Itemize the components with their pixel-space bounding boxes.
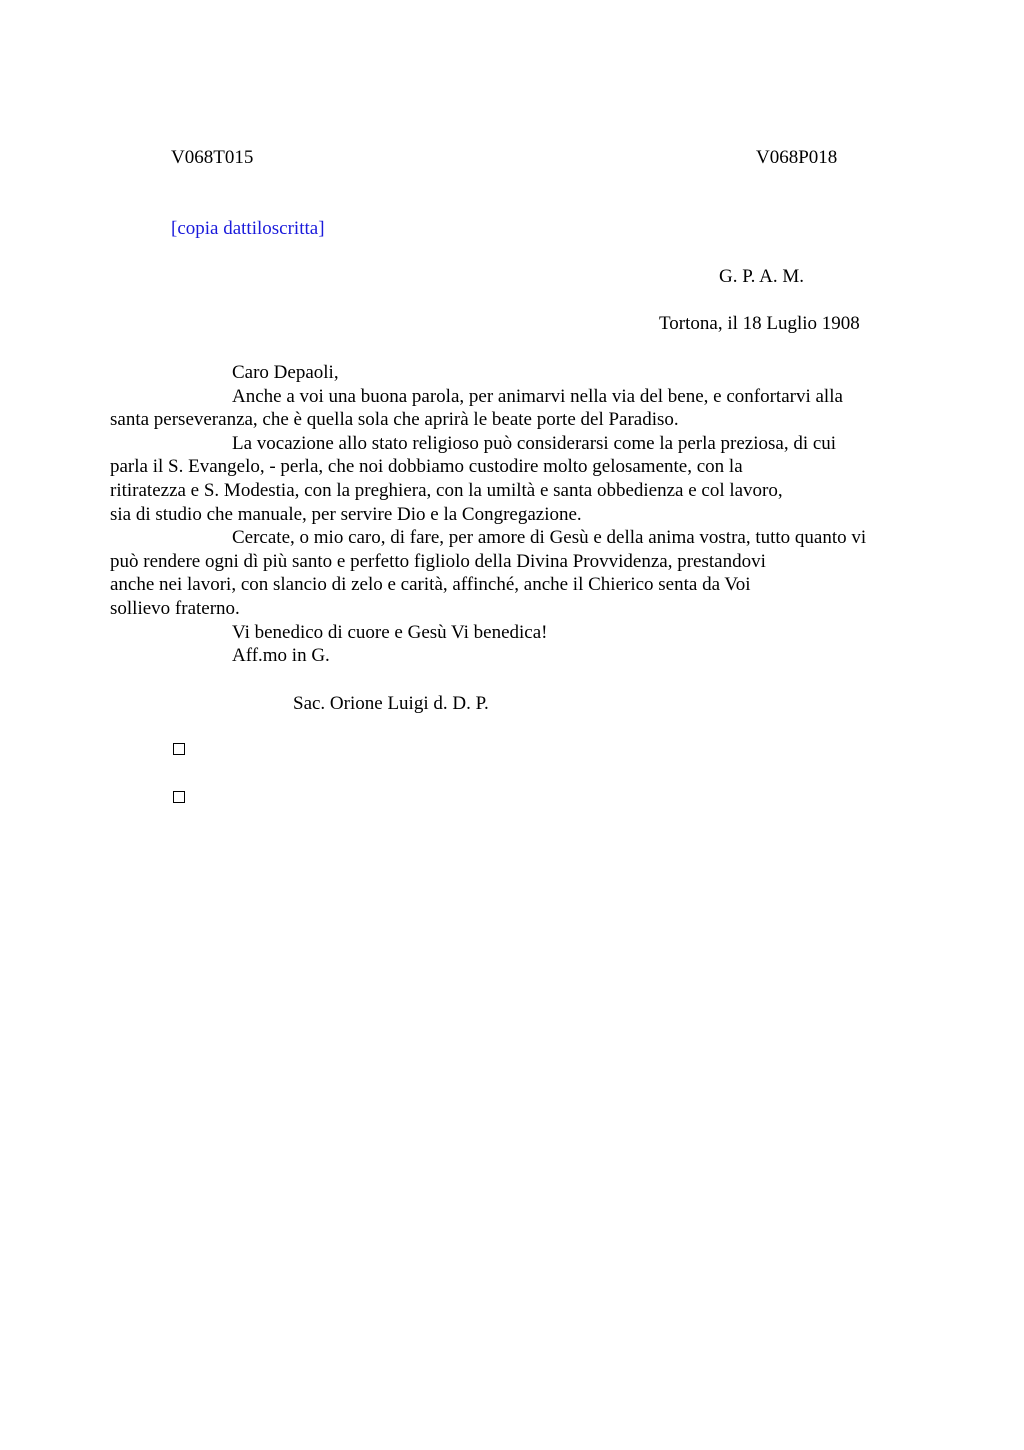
paragraph-line: anche nei lavori, con slancio di zelo e carità, affinché, anche il Chierico senta da Voi bbox=[110, 574, 751, 596]
blessing: Vi benedico di cuore e Gesù Vi benedica! bbox=[232, 621, 548, 643]
paragraph-1 bbox=[110, 385, 941, 432]
copy-note: [copia dattiloscritta] bbox=[171, 218, 325, 239]
paragraph-line: sia di studio che manuale, per servire Dio e la Congregazione. bbox=[110, 503, 582, 525]
paragraph-line: Anche a voi una buona parola, per animarvi nella via del bene, e confortarvi alla bbox=[232, 385, 843, 407]
paragraph-line: parla il S. Evangelo, - perla, che noi dobbiamo custodire molto gelosamente, con la bbox=[110, 456, 743, 478]
paragraph-3 bbox=[110, 526, 941, 620]
closing: Aff.mo in G. bbox=[232, 645, 330, 667]
empty-box-icon bbox=[173, 743, 185, 755]
paragraph-line: santa perseveranza, che è quella sola che aprirà le beate porte del Paradiso. bbox=[110, 409, 679, 431]
document-code-left: V068T015 bbox=[171, 147, 254, 168]
letter-body bbox=[110, 361, 941, 668]
motto: G. P. A. M. bbox=[719, 266, 804, 287]
signature: Sac. Orione Luigi d. D. P. bbox=[293, 693, 489, 714]
paragraph-line: La vocazione allo stato religioso può considerarsi come la perla preziosa, di cui bbox=[232, 432, 837, 454]
salutation: Caro Depaoli, bbox=[232, 362, 339, 383]
paragraph-line: Cercate, o mio caro, di fare, per amore di Gesù e della anima vostra, tutto quanto vi bbox=[232, 527, 867, 549]
empty-box-icon bbox=[173, 791, 185, 803]
paragraph-line: può rendere ogni dì più santo e perfetto figliolo della Divina Provvidenza, prestandovi bbox=[110, 550, 766, 572]
document-code-right: V068P018 bbox=[756, 147, 838, 168]
dateline: Tortona, il 18 Luglio 1908 bbox=[659, 313, 860, 334]
paragraph-line: sollievo fraterno. bbox=[110, 597, 240, 619]
paragraph-line: ritiratezza e S. Modestia, con la preghiera, con la umiltà e santa obbedienza e col lavoro, bbox=[110, 479, 783, 501]
paragraph-2 bbox=[110, 432, 941, 526]
